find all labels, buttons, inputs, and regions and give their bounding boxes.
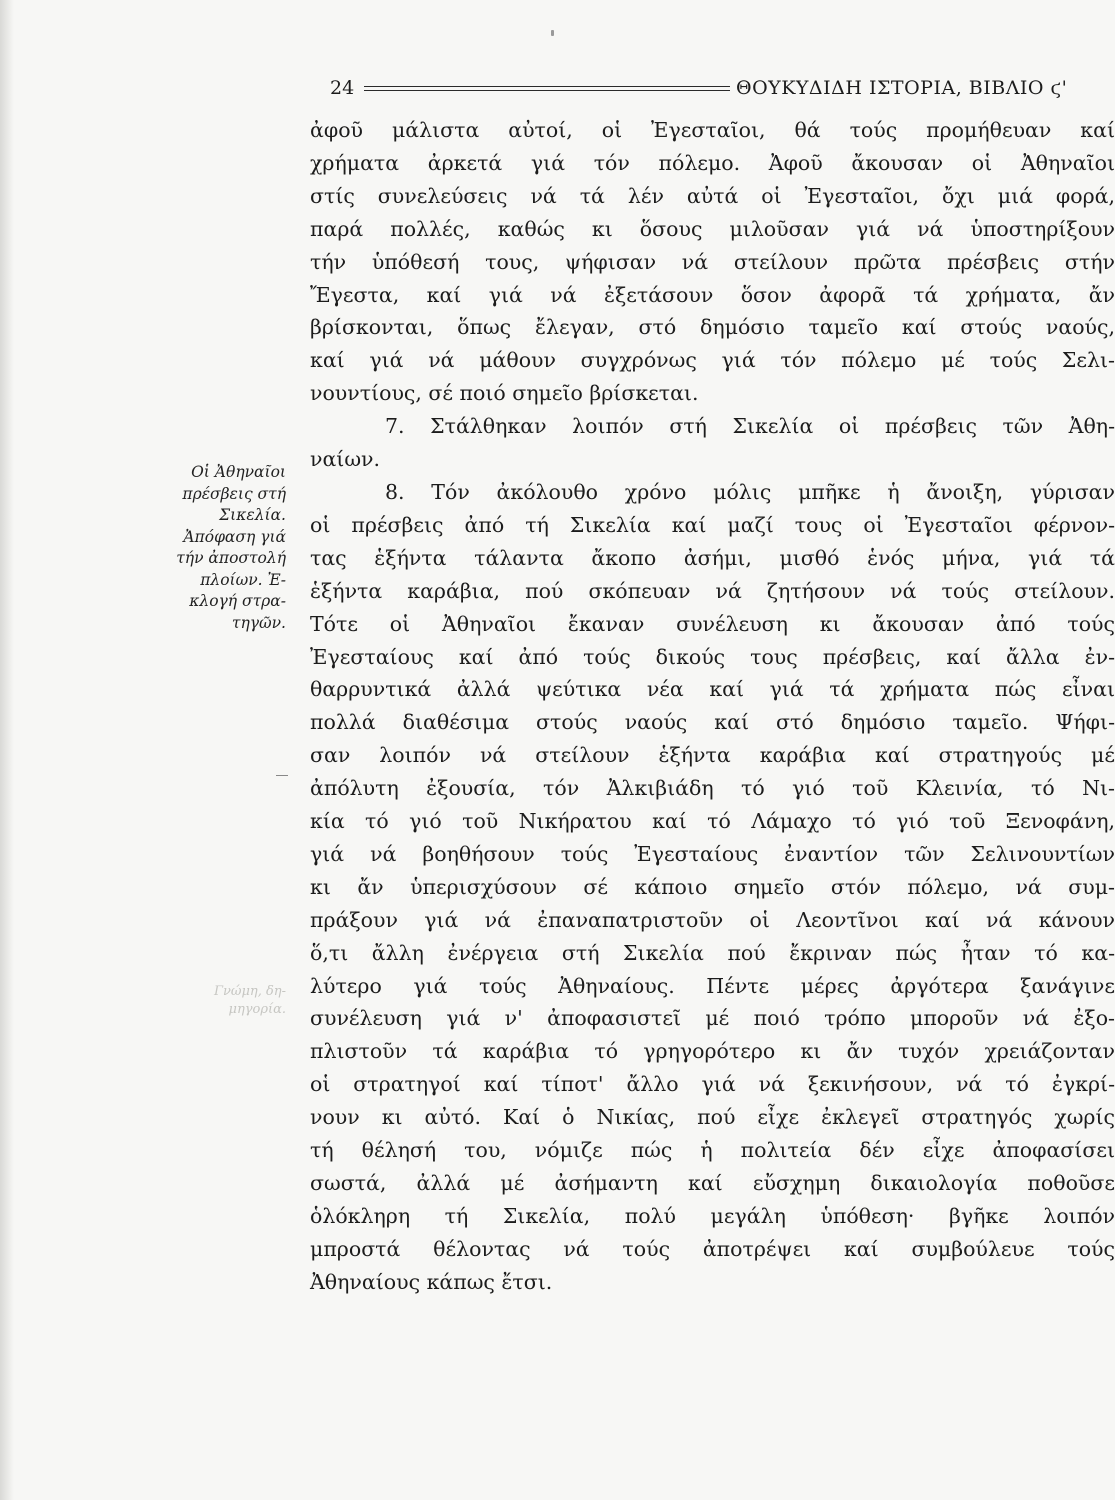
body-line: καί γιά νά μάθουν συγχρόνως γιά τόν πόλεμο μέ τούς Σελι- bbox=[310, 348, 1115, 373]
body-line: μπροστά θέλοντας νά τούς ἀποτρέψει καί συμβούλευε τούς bbox=[310, 1236, 1115, 1261]
binding-shadow bbox=[0, 0, 14, 1500]
running-title: ΘΟΥΚΥΔΙΔΗ ΙΣΤΟΡΙΑ, ΒΙΒΛΙΟ ϛ' bbox=[736, 77, 1068, 99]
margin-note-line: Οἱ Ἀθηναῖοι bbox=[191, 463, 286, 481]
body-line: πλιστοῦν τά καράβια τό γρηγορότερο κι ἄν τυχόν χρειάζονταν bbox=[310, 1039, 1115, 1064]
margin-note-line: Ἀπόφαση γιά bbox=[183, 527, 286, 546]
body-line: βρίσκονται, ὅπως ἔλεγαν, στό δημόσιο ταμεῖο καί στούς ναούς, bbox=[310, 315, 1115, 340]
body-line: Ἐγεσταίους καί ἀπό τούς δικούς τους πρέσβεις, καί ἄλλα ἐν- bbox=[310, 644, 1115, 669]
body-line: νουν κι αὐτό. Καί ὁ Νικίας, πού εἶχε ἐκλεγεῖ στρατηγός χωρίς bbox=[310, 1105, 1115, 1130]
margin-note-envoys bbox=[116, 462, 286, 634]
margin-note-line: τήν ἀποστολή bbox=[176, 549, 286, 567]
margin-note-line: πρέσβεις στή bbox=[182, 484, 286, 503]
body-line: σωστά, ἀλλά μέ ἀσήμαντη καί εὔσχημη δικαιολογία ποθοῦσε bbox=[310, 1171, 1115, 1195]
margin-note-line: πλοίων. Ἐ- bbox=[200, 570, 286, 589]
body-line: πράξουν γιά νά ἐπαναπατριστοῦν οἱ Λεοντῖνοι καί νά κάνουν bbox=[310, 907, 1115, 932]
body-line: τή θέλησή του, νόμιζε πώς ἡ πολιτεία δέν εἶχε ἀποφασίσει bbox=[310, 1138, 1115, 1163]
margin-note-line: τηγῶν. bbox=[231, 613, 286, 632]
body-line: πολλά διαθέσιμα στούς ναούς καί στό δημόσιο ταμεῖο. Ψήφι- bbox=[310, 710, 1115, 735]
body-line: τήν ὑπόθεσή τους, ψήφισαν νά στείλουν πρῶτα πρέσβεις στήν bbox=[310, 249, 1115, 274]
body-line: θαρρυντικά ἀλλά ψεύτικα νέα καί γιά τά χρήματα πώς εἶναι bbox=[310, 677, 1115, 702]
body-line: Ἔγεστα, καί γιά νά ἐξετάσουν ὅσον ἀφορᾶ τά χρήματα, ἄν bbox=[310, 282, 1115, 307]
body-line: 7. Στάλθηκαν λοιπόν στή Σικελία οἱ πρέσβεις τῶν Ἀθη- bbox=[385, 414, 1115, 439]
body-line: κία τό γιό τοῦ Νικήρατου καί τό Λάμαχο τό γιό τοῦ Ξενοφάνη, bbox=[310, 809, 1115, 834]
margin-note-line: κλογή στρα- bbox=[189, 592, 286, 610]
body-line: οἱ πρέσβεις ἀπό τή Σικελία καί μαζί τους οἱ Ἐγεσταῖοι φέρνον- bbox=[310, 512, 1115, 537]
body-line: ἑξήντα καράβια, πού σκόπευαν νά ζητήσουν νά τούς στείλουν. bbox=[310, 578, 1115, 603]
body-line: οἱ στρατηγοί καί τίποτ' ἄλλο γιά νά ξεκινήσουν, νά τό ἐγκρί- bbox=[310, 1072, 1115, 1097]
body-line: νουντίους, σέ ποιό σημεῖο βρίσκεται. bbox=[310, 381, 699, 406]
body-text bbox=[310, 114, 1115, 1299]
body-line: ἀφοῦ μάλιστα αὐτοί, οἱ Ἐγεσταῖοι, θά τούς προμήθευαν καί bbox=[310, 118, 1115, 142]
body-line: παρά πολλές, καθώς κι ὅσους μιλοῦσαν γιά νά ὑποστηρίξουν bbox=[310, 216, 1115, 241]
body-line: τας ἑξήντα τάλαντα ἄκοπο ἀσήμι, μισθό ἑνός μήνα, γιά τά bbox=[310, 545, 1115, 570]
margin-note-line: μηγορία. bbox=[228, 1002, 286, 1017]
page-number: 24 bbox=[330, 77, 355, 99]
body-line: ἀπόλυτη ἐξουσία, τόν Ἀλκιβιάδη τό γιό τοῦ Κλεινία, τό Νι- bbox=[310, 776, 1115, 801]
margin-dash bbox=[276, 775, 288, 776]
body-line: ὅ,τι ἄλλη ἐνέργεια στή Σικελία πού ἔκριναν πώς ἦταν τό κα- bbox=[310, 940, 1115, 965]
body-line: λύτερο γιά τούς Ἀθηναίους. Πέντε μέρες ἀργότερα ξανάγινε bbox=[310, 973, 1115, 998]
body-line: χρήματα ἀρκετά γιά τόν πόλεμο. Ἀφοῦ ἄκουσαν οἱ Ἀθηναῖοι bbox=[310, 150, 1115, 175]
stray-ink-mark bbox=[551, 30, 554, 36]
margin-note-bleed-through bbox=[116, 983, 286, 1019]
body-line: στίς συνελεύσεις νά τά λέν αὐτά οἱ Ἐγεσταῖοι, ὄχι μιά φορά, bbox=[310, 183, 1115, 208]
running-head bbox=[330, 76, 1115, 106]
body-line: Τότε οἱ Ἀθηναῖοι ἔκαναν συνέλευση κι ἄκουσαν ἀπό τούς bbox=[310, 611, 1115, 636]
body-line: σαν λοιπόν νά στείλουν ἑξήντα καράβια καί στρατηγούς μέ bbox=[310, 743, 1115, 768]
margin-note-line: Σικελία. bbox=[219, 506, 286, 524]
body-line: συνέλευση γιά ν' ἀποφασιστεῖ μέ ποιό τρόπο μποροῦν νά ἐξο- bbox=[310, 1006, 1115, 1031]
body-line: Ἀθηναίους κάπως ἔτσι. bbox=[310, 1269, 553, 1294]
header-double-rule bbox=[364, 86, 730, 91]
body-line: 8. Τόν ἀκόλουθο χρόνο μόλις μπῆκε ἡ ἄνοιξη, γύρισαν bbox=[385, 479, 1115, 504]
body-line: ὁλόκληρη τή Σικελία, πολύ μεγάλη ὑπόθεση· βγῆκε λοιπόν bbox=[310, 1203, 1115, 1228]
body-line: ναίων. bbox=[310, 447, 381, 472]
body-line: γιά νά βοηθήσουν τούς Ἐγεσταίους ἐναντίον τῶν Σελινουντίων bbox=[310, 841, 1115, 866]
margin-note-line: Γνώμη, δη- bbox=[213, 984, 286, 999]
body-line: κι ἄν ὑπερισχύσουν σέ κάποιο σημεῖο στόν πόλεμο, νά συμ- bbox=[310, 874, 1115, 899]
